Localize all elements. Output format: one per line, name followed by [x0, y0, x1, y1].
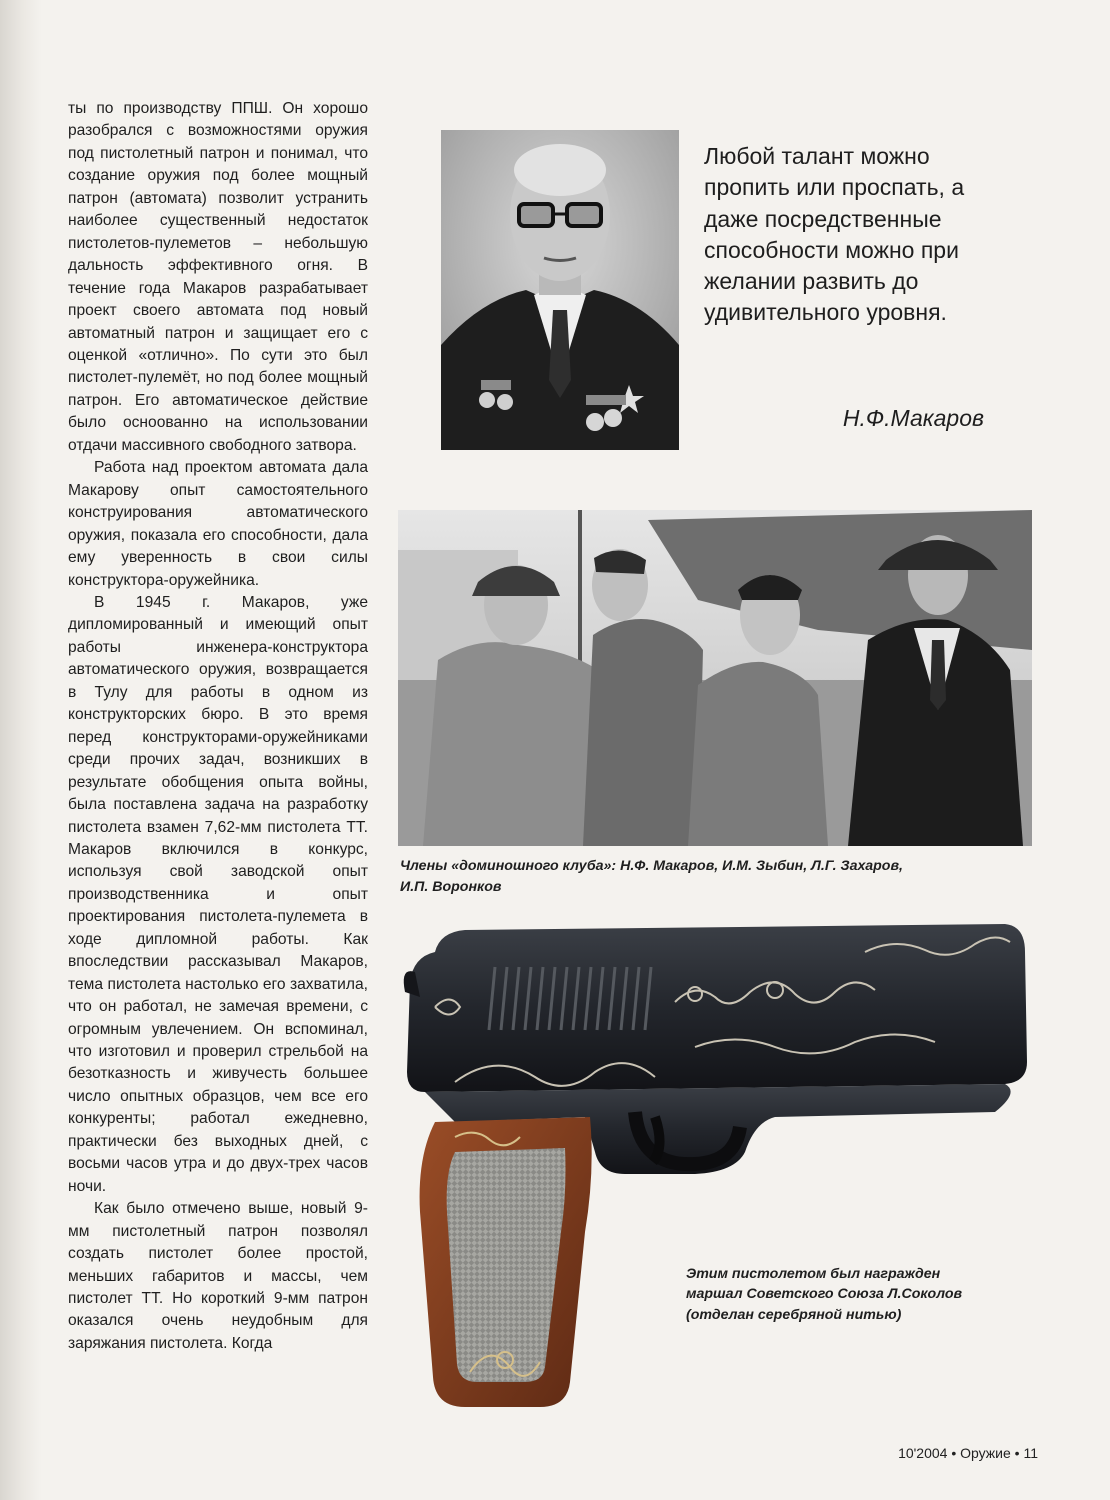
paragraph-3: В 1945 г. Макаров, уже дипломированный и имеющий опыт работы инженера-конструктора автоматического оружия, возвращается в Тулу для работы в одном из конструкторских бюро. В это время перед конструкторами-оружейниками среди прочих задач, возникших в результате обобщения опыта войны, была поставлена задача на разработку пистолета взамен 7,62-мм пистолета ТТ. Макаров включился в конкурс, используя свой заводской опыт производственника и опыт проектирования пистолета-пулемета в ходе дипломной работы. Как впоследствии рассказывал Макаров, тема пистолета настолько его захватила, что он работал, не замечая времени, с огромным увлечением. Он вспоминал, что изготовил и проверил стрельбой на безотказность и живучесть большее число опытных образцов, чем все его конкуренты; работал ежедневно, практически без выходных дней, с восьми часов утра и до двух-трех часов ночи. [68, 593, 368, 1195]
paragraph-1: ты по производству ППШ. Он хорошо разобрался с возможностями оружия под пистолетный патрон и понимал, что создание оружия под более мощный патрон (автомата) позволит устранить наиболее существенный недостаток пистолетов-пулеметов – небольшую дальность эффективного огня. В течение года Макаров разрабатывает проект своего автомата под новый автоматный патрон и защищает его с оценкой «отлично». По сути это был пистолет-пулемёт, но под более мощный патрон. Его автоматическое действие было осноованно на использовании отдачи массивного свободного затвора. [68, 100, 368, 454]
pistol-image [395, 912, 1035, 1417]
pull-quote-author: Н.Ф.Макаров [842, 405, 984, 431]
pistol-photo [395, 912, 1035, 1417]
group-photo [398, 510, 1032, 846]
page-footer: 10'2004 • Оружие • 11 [898, 1445, 1038, 1461]
pistol-caption: Этим пистолетом был награжден маршал Советского Союза Л.Соколов (отделан серебряной нитью) [686, 1266, 963, 1323]
page-binding-shadow [0, 0, 42, 1500]
group-image [398, 510, 1032, 846]
group-photo-caption: Члены «доминошного клуба»: Н.Ф. Макаров, И.М. Зыбин, Л.Г. Захаров, И.П. Воронков [400, 858, 903, 895]
paragraph-2: Работа над проектом автомата дала Макарову опыт самостоятельного конструирования автоматического оружия, показала его способности, дала ему уверенность в свои силы конструктора-оружейника. [68, 459, 368, 589]
paragraph-4: Как было отмечено выше, новый 9-мм пистолетный патрон позволял создать пистолет более простой, меньших габаритов и массы, чем пистолет ТТ. Но короткий 9-мм патрон оказался очень неудобным для заряжания пистолета. Когда [68, 1200, 368, 1352]
portrait-photo [441, 130, 679, 450]
article-text-column [68, 98, 368, 1355]
portrait-image [441, 130, 679, 450]
pull-quote: Любой талант можно пропить или проспать, а даже посредственные способности можно при желании развить до удивительного уровня. [704, 143, 965, 326]
